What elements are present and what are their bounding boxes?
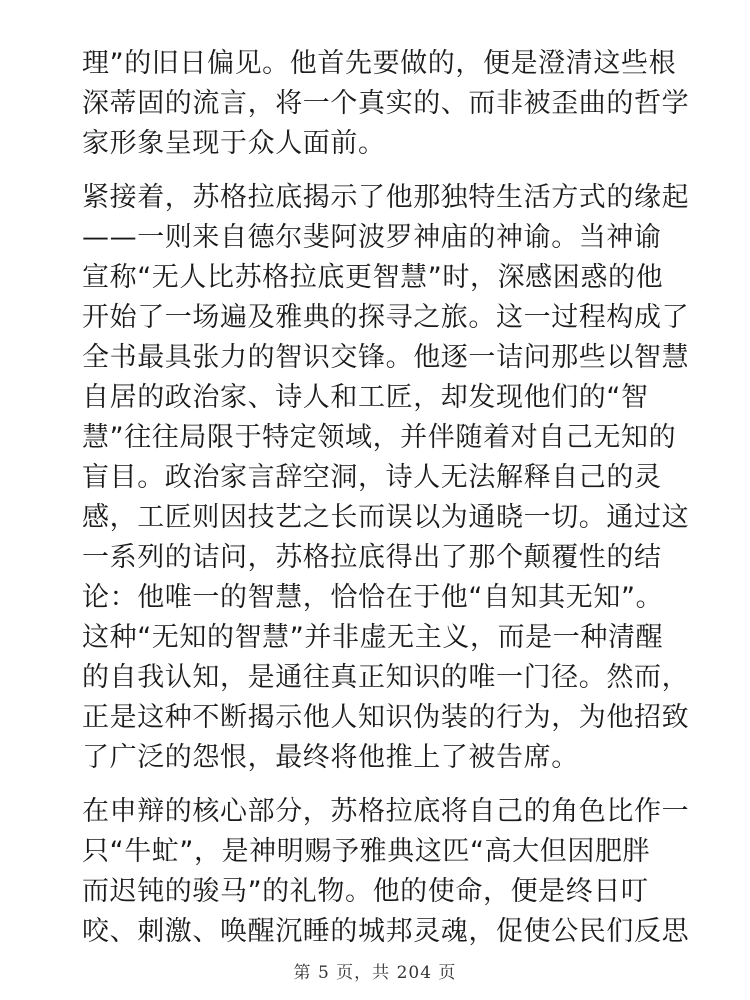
text-line: 的自我认知，是通往真正知识的唯一门径。然而，: [82, 662, 690, 693]
text-line: 紧接着，苏格拉底揭示了他那独特生活方式的缘起: [82, 182, 690, 213]
paragraph-2: [82, 178, 690, 778]
text-line: 论：他唯一的智慧，恰恰在于他“自知其无知”。: [82, 582, 664, 613]
text-line: 这种“无知的智慧”并非虚无主义，而是一种清醒: [82, 622, 664, 653]
text-line: 一系列的诘问，苏格拉底得出了那个颠覆性的结: [82, 542, 662, 573]
text-line: 慧”往往局限于特定领域，并伴随着对自己无知的: [82, 422, 677, 453]
text-line: 咬、刺激、唤醒沉睡的城邦灵魂，促使公民们反思: [82, 916, 690, 947]
text-line: 在申辩的核心部分，苏格拉底将自己的角色比作一: [82, 796, 690, 827]
document-body: [82, 44, 690, 966]
paragraph-1: [82, 44, 690, 164]
text-line: 感，工匠则因技艺之长而误以为通晓一切。通过这: [82, 502, 690, 533]
page-number-footer: 第 5 页，共 204 页: [293, 963, 457, 983]
text-line: 盲目。政治家言辞空洞，诗人无法解释自己的灵: [82, 462, 662, 493]
text-line: 了广泛的怨恨，最终将他推上了被告席。: [82, 742, 579, 773]
paragraph-3: [82, 792, 690, 952]
text-line: ——一则来自德尔斐阿波罗神庙的神谕。当神谕: [82, 222, 662, 253]
text-line: 只“牛虻”，是神明赐予雅典这匹“高大但因肥胖: [82, 836, 651, 867]
text-line: 自居的政治家、诗人和工匠，却发现他们的“智: [82, 382, 649, 413]
text-line: 理”的旧日偏见。他首先要做的，便是澄清这些根: [82, 48, 677, 79]
text-line: 宣称“无人比苏格拉底更智慧”时，深感困惑的他: [82, 262, 664, 293]
text-line: 而迟钝的骏马”的礼物。他的使命，便是终日叮: [82, 876, 649, 907]
text-line: 深蒂固的流言，将一个真实的、而非被歪曲的哲学: [82, 88, 690, 119]
text-line: 全书最具张力的智识交锋。他逐一诘问那些以智慧: [82, 342, 690, 373]
text-line: 开始了一场遍及雅典的探寻之旅。这一过程构成了: [82, 302, 690, 333]
text-line: 家形象呈现于众人面前。: [82, 128, 386, 159]
text-line: 正是这种不断揭示他人知识伪装的行为，为他招致: [82, 702, 690, 733]
